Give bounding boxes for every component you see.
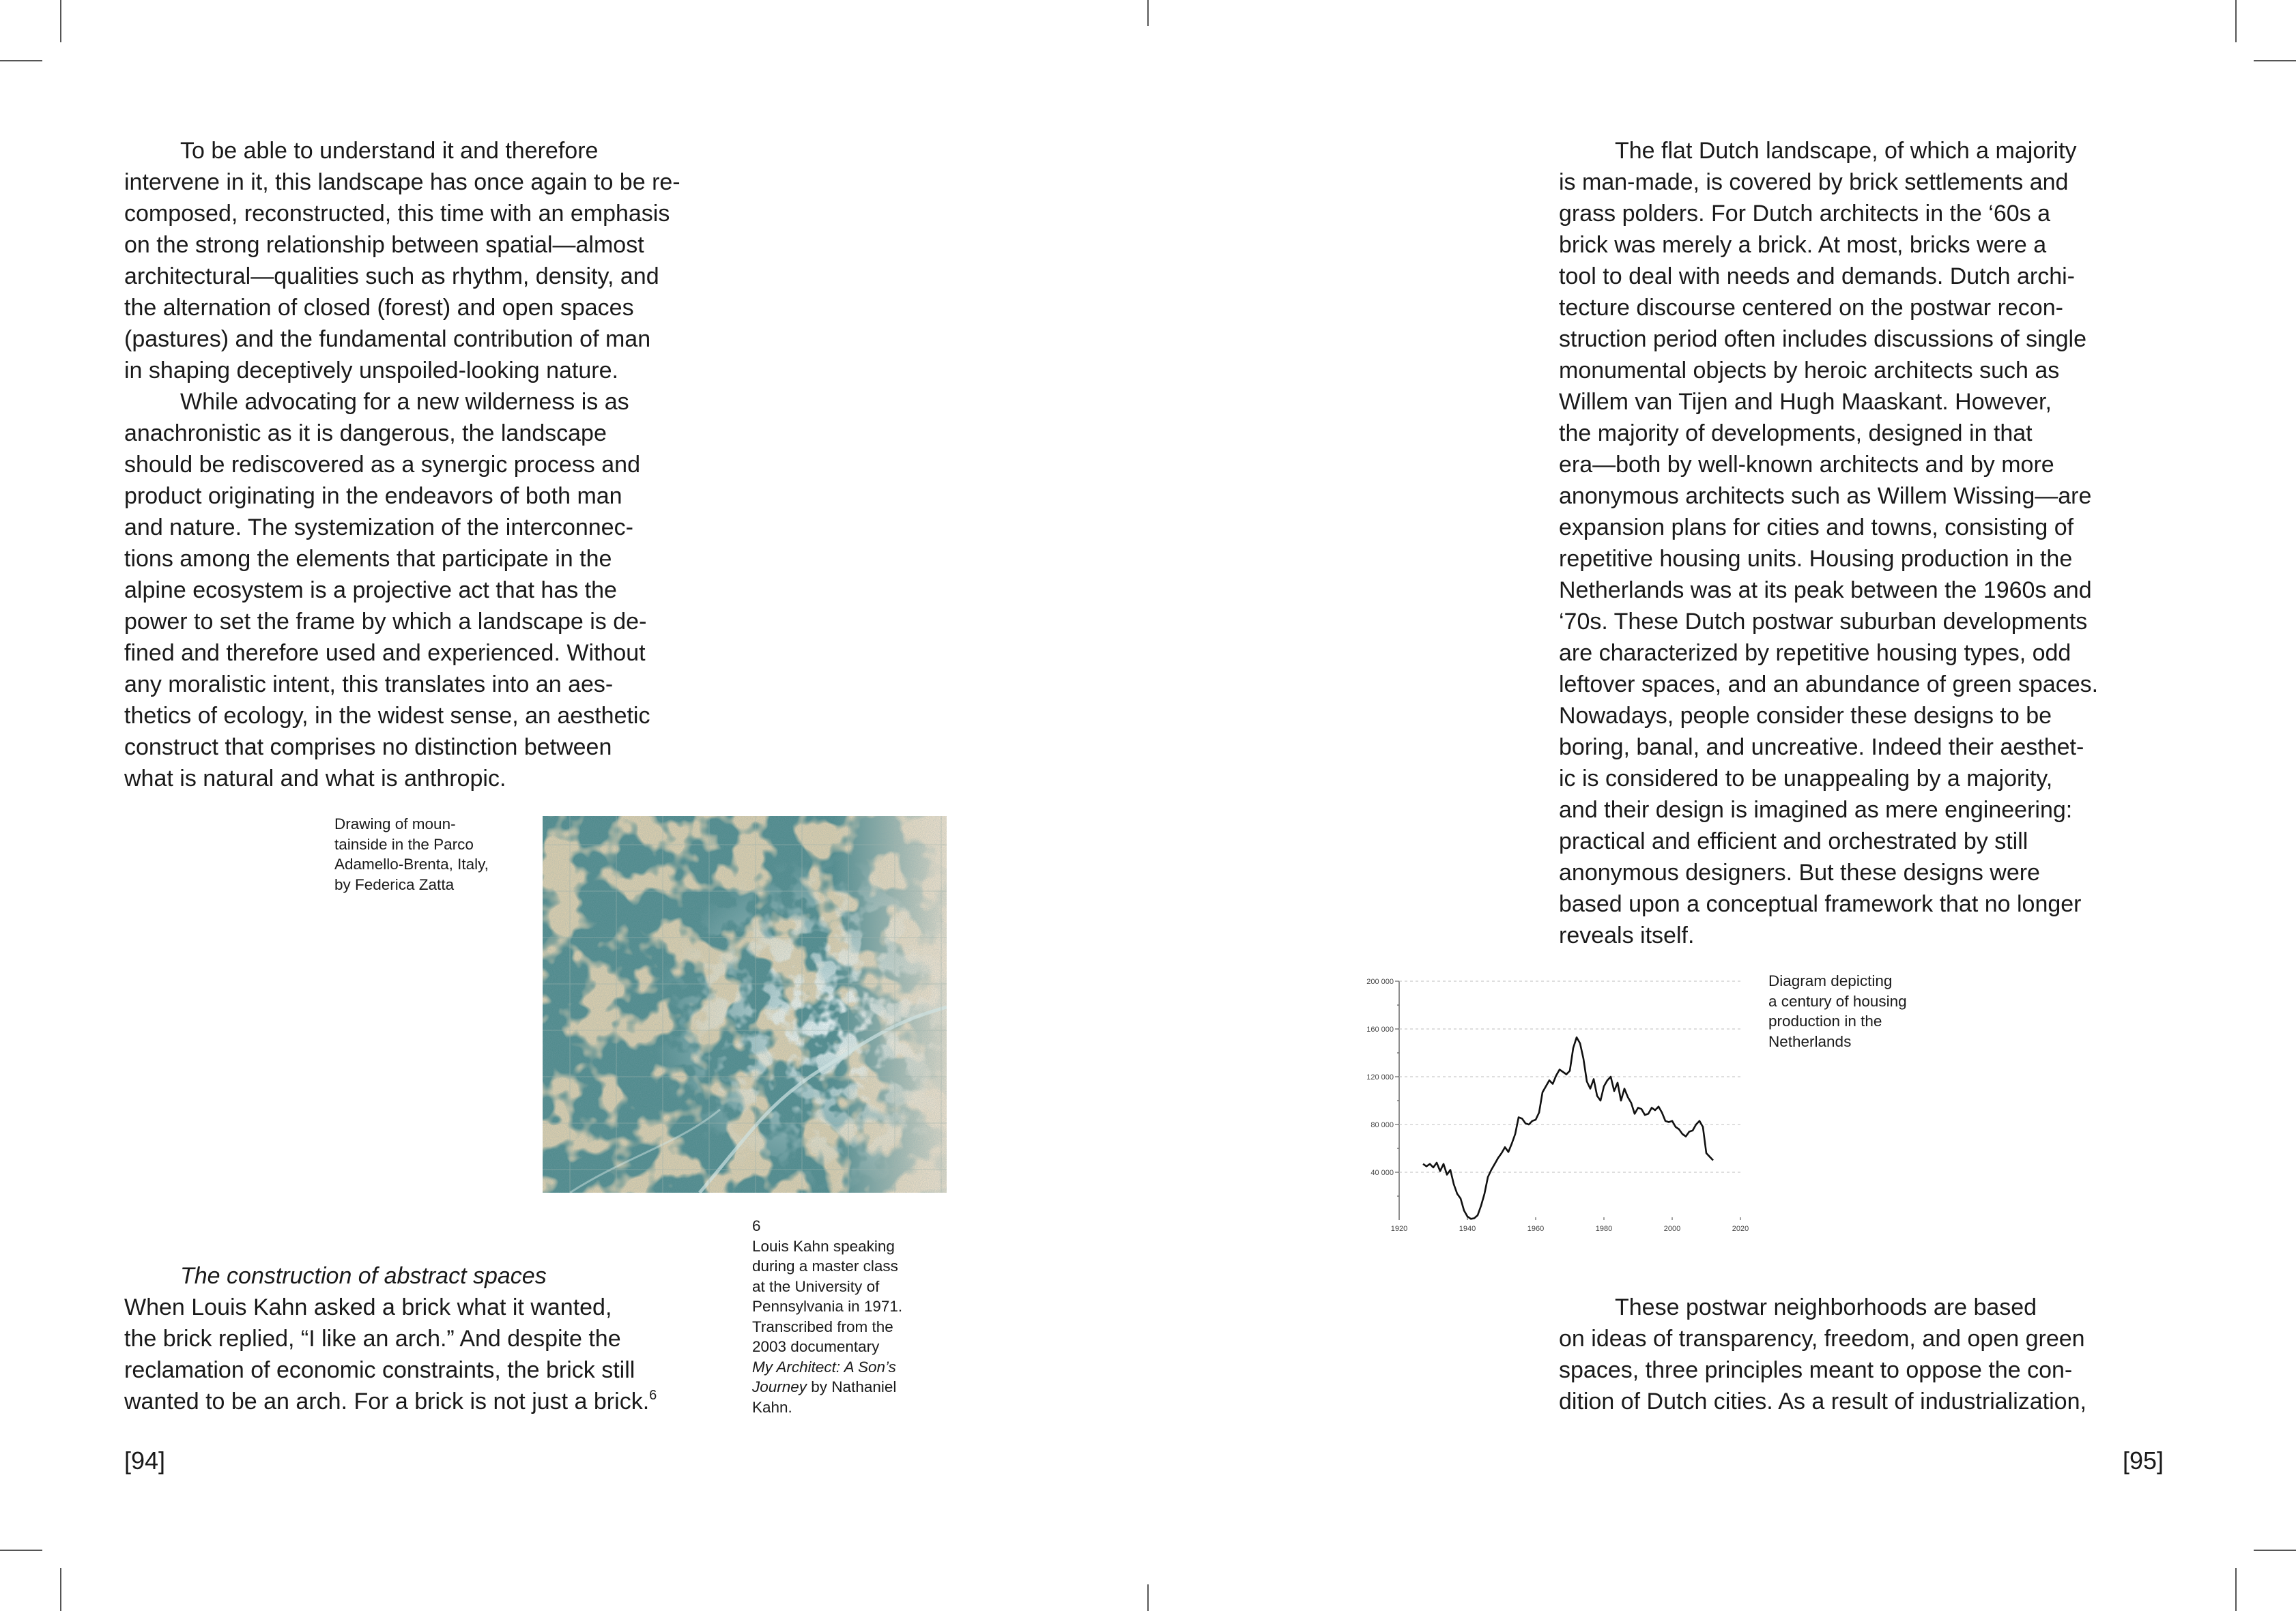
map-caption: Drawing of moun- tainside in the Parco Adamello-Brenta, Italy, by Federica Zatta	[334, 815, 489, 893]
crop-mark	[0, 1550, 42, 1551]
crop-mark	[60, 1568, 61, 1611]
body-paragraph: When Louis Kahn asked a brick what it wanted, the brick replied, “I like an arch.” And despite the reclamation of economic constraints, the brick still wanted to be an arch. For a brick is not just a brick.$^6$	[124, 1294, 657, 1414]
body-paragraph: While advocating for a new wilderness is as anachronistic as it is dangerous, the landscape should be rediscovered as a synergic process and product originating in the endeavors of both man and nature. The systemization of the interconnec- tions among the elements that participate in the alpine ecosystem is a projective act that has the power to set the frame by which a landscape is de- fined and therefore used and experienced. Without any moralistic intent, this translates into an aes- thetics of ecology, in the widest sense, an aesthetic construct that comprises no distinction between what is natural and what is anthropic.	[124, 389, 650, 792]
x-tick-label: 1980	[1595, 1225, 1613, 1233]
crop-mark	[2235, 1568, 2237, 1611]
y-tick-label: 120 000	[1366, 1073, 1394, 1082]
footnote-film-title: My Architect: A Son’s Journey	[752, 1358, 896, 1395]
crop-mark	[2254, 60, 2296, 61]
footnote	[752, 1216, 902, 1417]
x-tick-label: 2000	[1663, 1225, 1681, 1233]
footnote-text: Louis Kahn speaking during a master class at the University of Pennsylvania in 1971. Transcribed from the 2003 documentary	[752, 1237, 903, 1355]
crop-mark	[2254, 1550, 2296, 1551]
x-tick-label: 1920	[1390, 1225, 1408, 1233]
section-subheading: The construction of abstract spaces	[180, 1263, 547, 1289]
body-paragraph: These postwar neighborhoods are based on ideas of transparency, freedom, and open green spaces, three principles meant to oppose the con- dition of Dutch cities. As a result of industrialization,	[1559, 1294, 2086, 1414]
crop-mark	[60, 0, 61, 42]
y-tick-label: 80 000	[1371, 1121, 1394, 1129]
housing-production-chart	[1345, 969, 1754, 1242]
x-tick-label: 2020	[1732, 1225, 1749, 1233]
page-number: [95]	[2123, 1447, 2164, 1475]
crop-mark	[2235, 0, 2237, 42]
page-number: [94]	[124, 1447, 166, 1475]
footnote-number: 6	[752, 1217, 761, 1234]
right-page	[1148, 0, 2296, 1611]
housing-production-line-chart	[1345, 969, 1754, 1242]
footnote-reference: 6	[649, 1388, 657, 1403]
crop-mark	[0, 60, 42, 61]
x-tick-label: 1960	[1527, 1225, 1545, 1233]
y-tick-label: 160 000	[1366, 1026, 1394, 1034]
footnote-text: by Nathaniel Kahn.	[752, 1378, 897, 1416]
mountainside-drawing	[543, 816, 947, 1193]
x-tick-label: 1940	[1459, 1225, 1476, 1233]
y-tick-label: 40 000	[1371, 1169, 1394, 1177]
chart-caption: Diagram depicting a century of housing production in the Netherlands	[1768, 972, 1907, 1050]
y-tick-label: 200 000	[1366, 978, 1394, 986]
body-paragraph: To be able to understand it and therefore intervene in it, this landscape has once again to be re- composed, reconstructed, this time with an emphasis on the strong relationship between spatial—almost architectural—qualities such as rhythm, density, and the alternation of closed (forest) and open spaces (pastures) and the fundamental contribution of man in shaping deceptively unspoiled-looking nature.	[124, 138, 680, 383]
housing-series-line	[1423, 1037, 1713, 1219]
body-paragraph: The flat Dutch landscape, of which a majority is man-made, is covered by brick settlements and grass polders. For Dutch architects in the ‘60s a brick was merely a brick. At most, bricks were a tool to deal with needs and demands. Dutch archi- tecture discourse centered on the postwar recon- struction period often includes discussions of single monumental objects by heroic architects such as Willem van Tijen and Hugh Maaskant. However, the majority of developments, designed in that era—both by well-known architects and by more anonymous architects such as Willem Wissing—are expansion plans for cities and towns, consisting of repetitive housing units. Housing production in the Netherlands was at its peak between the 1960s and ‘70s. These Dutch postwar suburban developments are characterized by repetitive housing types, odd leftover spaces, and an abundance of green spaces. Nowadays, people consider these designs to be boring, banal, and uncreative. Indeed their aesthet- ic is considered to be unappealing by a majority, and their design is imagined as mere engineering: practical and efficient and orchestrated by still anonymous designers. But these designs were based upon a conceptual framework that no longer reveals itself.	[1559, 138, 2099, 948]
